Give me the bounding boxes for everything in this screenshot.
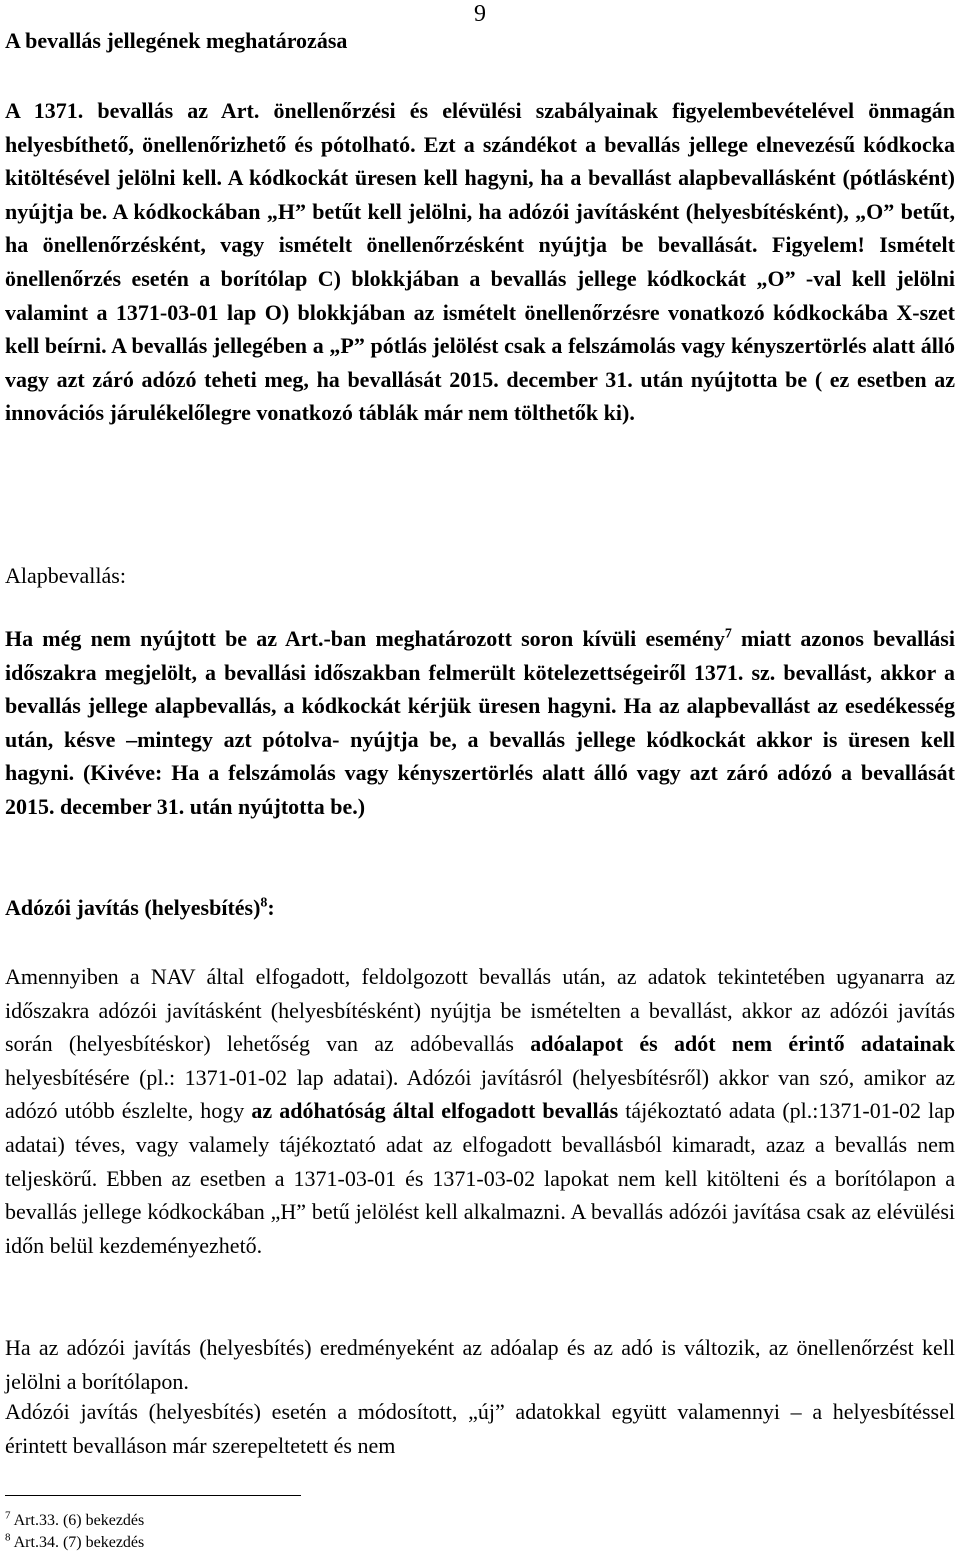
javitas-p1-text-a: Amennyiben a NAV által elfogadott, feldolgozott bevallás után, az adatok tekintetében ugyanarra az időszakra adózói javításként (helyesbítésként) nyújtja be ismételten a bevallást, akkor az adózói javítás során (helyesbítéskor) lehetőség van az adóbevallás xyxy=(5,964,955,1057)
alapbevallas-text-2: miatt azonos bevallási időszakra megjelölt, a bevallási időszakban felmerült kötelezettségeiről 1371. sz. bevallást, akkor a bevallás jellege alapbevallás, a kódkockát kérjük üresen hagyni. Ha az alapbevallást az esedékesség után, késve –mintegy azt pótolva- nyújtja be, a bevallás jellege kódkockát akkor is üresen kell hagyni. (Kivéve: Ha a felszámolás vagy kényszertörlés alatt álló vagy azt záró adózó a bevallását 2015. december 31. után nyújtotta be.) xyxy=(5,626,955,819)
alapbevallas-paragraph xyxy=(5,622,955,824)
javitas-paragraph-3: Adózói javítás (helyesbítés) esetén a módosított, „új” adatokkal együtt valamennyi – a helyesbítéssel érintett bevalláson már szerepeltetett és nem xyxy=(5,1399,955,1458)
intro-paragraph: A 1371. bevallás az Art. önellenőrzési és elévülési szabályainak figyelembevételével önmagán helyesbíthető, önellenőrizhető és pótolható. Ezt a szándékot a bevallás jellege elnevezésű kódkocka kitöltésével jelölni kell. A kódkockát üresen kell hagyni, ha a bevallást alapbevallásként (pótlásként) nyújtja be. A kódkockában „H” betűt kell jelölni, ha adózói javításként (helyesbítésként), „O” betűt, ha önellenőrzésként, vagy ismételt önellenőrzésként nyújtja be bevallását. Figyelem! Ismételt önellenőrzés esetén a borítólap C) blokkjában a bevallás jellege kódkockát „O” -val kell jelölni valamint a 1371-03-01 lap O) blokkjában az ismételt önellenőrzésre vonatkozó kódkockába X-szet kell beírni. A bevallás jellegében a „P” pótlás jelölést csak a felszámolás vagy kényszertörlés alatt álló vagy azt záró adózó teheti meg, ha bevallását 2015. december 31. után nyújtotta be ( ez esetben az innovációs járulékelőlegre vonatkozó táblák már nem tölthetők ki). xyxy=(5,98,955,426)
footnote-8 xyxy=(5,1533,144,1553)
javitas-paragraph-2: Ha az adózói javítás (helyesbítés) eredményeként az adóalap és az adó is változik, az önellenőrzést kell jelölni a borítólapon. xyxy=(5,1335,955,1394)
footnote-mark: 8 xyxy=(5,1531,11,1544)
javitas-p1-text-e: tájékoztató adata (pl.:1371-01-02 lap adatai) téves, vagy valamely tájékoztató adat az elfogadott bevallásból kimaradt, azaz a bevallás nem teljeskörű. Ebben az esetben a 1371-03-01 és 1371-03-02 lapokat nem kell kitölteni és a borítólapon a bevallás jellege kódkockában „H” betű jelölést kell alkalmazni. A bevallás adózói javítása csak az elévülési időn belül kezdeményezhető. xyxy=(5,1098,955,1258)
javitas-p1-text-c: helyesbítésére (pl.: 1371-01-02 lap adatai). Adózói javításról (helyesbítésről) akkor van szó, amikor az adózó utóbb észlelte, hogy xyxy=(5,1064,955,1124)
section-heading: A bevallás jellegének meghatározása xyxy=(5,28,348,53)
javitas-title-suffix: : xyxy=(267,895,275,920)
footnote-mark: 7 xyxy=(5,1509,11,1522)
javitas-p1-bold-a: adóalapot és adót nem érintő adatainak xyxy=(530,1031,955,1057)
footnote-7 xyxy=(5,1511,144,1531)
footnote-divider xyxy=(5,1495,301,1496)
footnote-text: Art.33. (6) bekezdés xyxy=(13,1512,145,1529)
javitas-title-text: Adózói javítás (helyesbítés) xyxy=(5,895,261,920)
footnote-text: Art.34. (7) bekezdés xyxy=(13,1534,145,1551)
alapbevallas-title: Alapbevallás: xyxy=(5,563,126,588)
footnote-ref-8: 8 xyxy=(260,895,268,911)
page-number: 9 xyxy=(474,1,486,27)
alapbevallas-text-1: Ha még nem nyújtott be az Art.-ban meghatározott soron kívüli esemény xyxy=(5,626,725,651)
javitas-p1-bold-b: az adóhatóság által elfogadott bevallás xyxy=(251,1098,619,1124)
javitas-paragraph-1 xyxy=(5,960,955,1262)
footnote-ref-7: 7 xyxy=(724,626,732,642)
javitas-title xyxy=(5,895,275,921)
